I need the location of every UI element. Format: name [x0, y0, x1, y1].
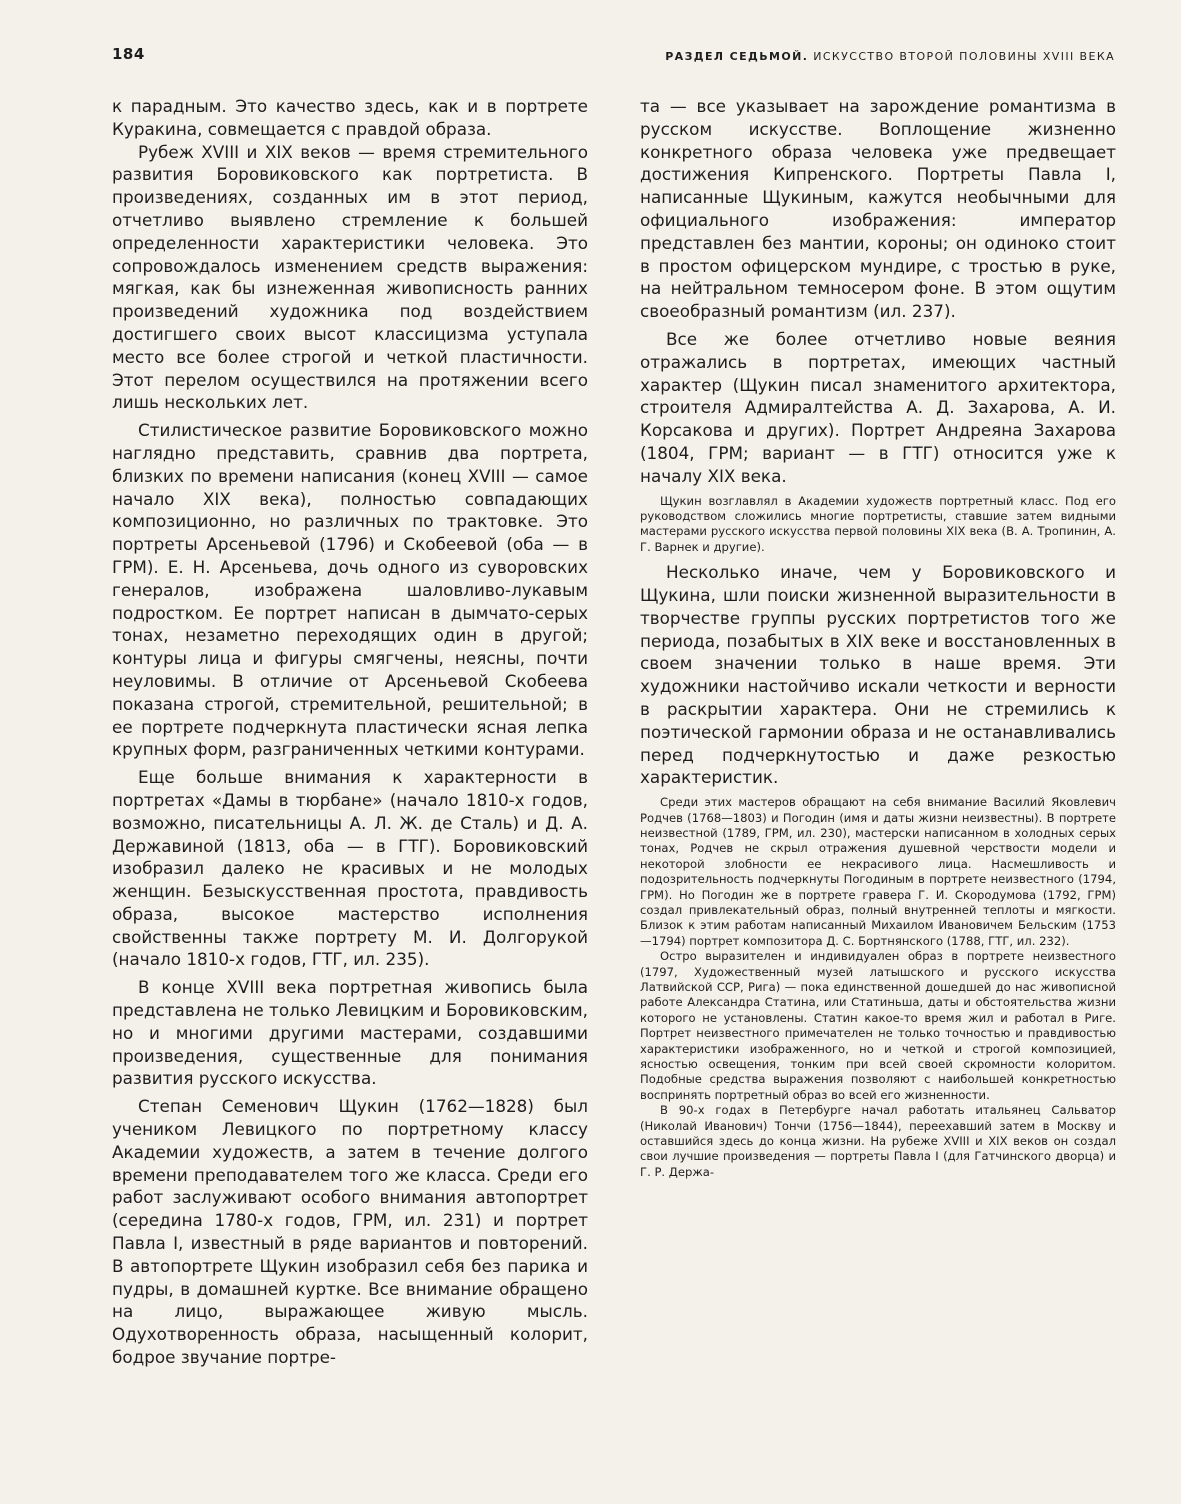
- small-print-paragraph: Остро выразителен и индивидуален образ в портрете неизвестного (1797, Художественный музей латышского и русского искусства Латвийской ССР, Рига) — пока единственной дошедшей до нас живописной работе Александра Статина, или Статиньша, даты и обстоятельства жизни которого не установлены. Статин какое-то время жил и работал в Риге. Портрет неизвестного примечателен не только точностью и правдивостью характеристики изображенного, но и четкой и строгой композицией, ясностью освещения, тонким при всей своей скромности колоритом. Подобные средства выражения позволяют с наибольшей конкретностью воспринять портретный образ во всей его жизненности.: [640, 949, 1116, 1102]
- paragraph: Рубеж XVIII и XIX веков — время стремительного развития Боровиковского как портретиста. В произведениях, созданных им в этот период, отчетливо выявлено стремление к большей определенности характеристики человека. Это сопровождалось изменением средств выражения: мягкая, как бы изнеженная живописность ранних произведений художника под воздействием достигшего своих высот классицизма уступала место все более строгой и четкой пластичности. Этот перелом осуществился на протяжении всего лишь нескольких лет.: [112, 141, 588, 413]
- paragraph: к парадным. Это качество здесь, как и в портрете Куракина, совмещается с правдой образа.: [112, 96, 588, 139]
- paragraph: Стилистическое развитие Боровиковского можно наглядно представить, сравнив два портрета, близких по времени написания (конец XVIII — самое начало XIX века), полностью совпадающих композиционно, но различных по трактовке. Это портреты Арсеньевой (1796) и Скобеевой (оба — в ГРМ). Е. Н. Арсеньева, дочь одного из суворовских генералов, изображена шаловливо-лукавым подростком. Ее портрет написан в дымчато-серых тонах, незаметно переходящих один в другой; контуры лица и фигуры смягчены, неясны, почти неуловимы. В отличие от Арсеньевой Скобеева показана строгой, стремительной, решительной; в ее портрете подчеркнута пластически ясная лепка крупных форм, разграниченных четкими контурами.: [112, 420, 588, 760]
- left-column: [112, 95, 588, 1369]
- right-column: [640, 95, 1116, 1180]
- small-print-paragraph: Среди этих мастеров обращают на себя внимание Василий Яковлевич Родчев (1768—1803) и Погодин (имя и даты жизни неизвестны). В портрете неизвестной (1789, ГРМ, ил. 230), мастерски написанном в холодных серых тонах, Родчев не скрыл отражения душевной черствости модели и некоторой злобности ее некрасивого лица. Насмешливость и подозрительность подчеркнуты Погодиным в портрете неизвестного (1794, ГРМ). Но Погодин же в портрете гравера Г. И. Скородумова (1792, ГРМ) создал привлекательный образ, полный внутренней теплоты и мягкости. Близок к этим работам написанный Михаилом Ивановичем Бельским (1753—1794) портрет композитора Д. С. Бортнянского (1788, ГТГ, ил. 232).: [640, 795, 1116, 948]
- small-print-paragraph: Щукин возглавлял в Академии художеств портретный класс. Под его руководством сложились многие портретисты, ставшие затем видными мастерами русского искусства первой половины XIX века (В. А. Тропинин, А. Г. Варнек и другие).: [640, 493, 1116, 554]
- paragraph: В конце XVIII века портретная живопись была представлена не только Левицким и Боровиковским, но и многими другими мастерами, создавшими произведения, существенные для понимания развития русского искусства.: [112, 977, 588, 1089]
- paragraph: та — все указывает на зарождение романтизма в русском искусстве. Воплощение жизненно конкретного образа человека уже предвещает достижения Кипренского. Портреты Павла I, написанные Щукиным, кажутся необычными для официального изображения: император представлен без мантии, короны; он одиноко стоит в простом офицерском мундире, с тростью в руке, на нейтральном темносером фоне. В этом ощутим своеобразный романтизм (ил. 237).: [640, 96, 1116, 322]
- paragraph: Степан Семенович Щукин (1762—1828) был учеником Левицкого по портретному классу Академии художеств, а затем в течение долгого времени преподавателем того же класса. Среди его работ заслуживают особого внимания автопортрет (середина 1780-х годов, ГРМ, ил. 231) и портрет Павла I, известный в ряде вариантов и повторений. В автопортрете Щукин изобразил себя без парика и пудры, в домашней куртке. Все внимание обращено на лицо, выражающее живую мысль. Одухотворенность образа, насыщенный колорит, бодрое звучание портре-: [112, 1096, 588, 1368]
- small-print-paragraph: В 90-х годах в Петербурге начал работать итальянец Сальватор (Николай Иванович) Тончи (1756—1844), переехавший затем в Москву и оставшийся здесь до конца жизни. На рубеже XVIII и XIX веков он создал свои лучшие произведения — портреты Павла I (для Гатчинского дворца) и Г. Р. Держа-: [640, 1103, 1116, 1179]
- paragraph: Все же более отчетливо новые веяния отражались в портретах, имеющих частный характер (Щукин писал знаменитого архитектора, строителя Адмиралтейства А. Д. Захарова, А. И. Корсакова и других). Портрет Андреяна Захарова (1804, ГРМ; вариант — в ГТГ) относится уже к началу XIX века.: [640, 328, 1116, 486]
- paragraph: Несколько иначе, чем у Боровиковского и Щукина, шли поиски жизненной выразительности в творчестве группы русских портретистов того же периода, позабытых в XIX веке и восстановленных в своем значении только в наше время. Эти художники настойчиво искали четкости и верности в раскрытии характера. Они не стремились к поэтической гармонии образа и не останавливались перед подчеркнутостью и даже резкостью характеристик.: [640, 562, 1116, 788]
- running-head-title: ИСКУССТВО ВТОРОЙ ПОЛОВИНЫ XVIII ВЕКА: [813, 50, 1115, 63]
- page-number: 184: [112, 45, 145, 63]
- paragraph: Еще больше внимания к характерности в портретах «Дамы в тюрбане» (начало 1810-х годов, возможно, писательницы А. Л. Ж. де Сталь) и Д. А. Державиной (1813, оба — в ГТГ). Боровиковский изобразил далеко не красивых и не молодых женщин. Безыскусственная простота, правдивость образа, высокое мастерство исполнения свойственны также портрету М. И. Долгорукой (начало 1810-х годов, ГТГ, ил. 235).: [112, 767, 588, 970]
- running-head: [665, 50, 1115, 63]
- running-head-section: РАЗДЕЛ СЕДЬМОЙ.: [665, 50, 809, 63]
